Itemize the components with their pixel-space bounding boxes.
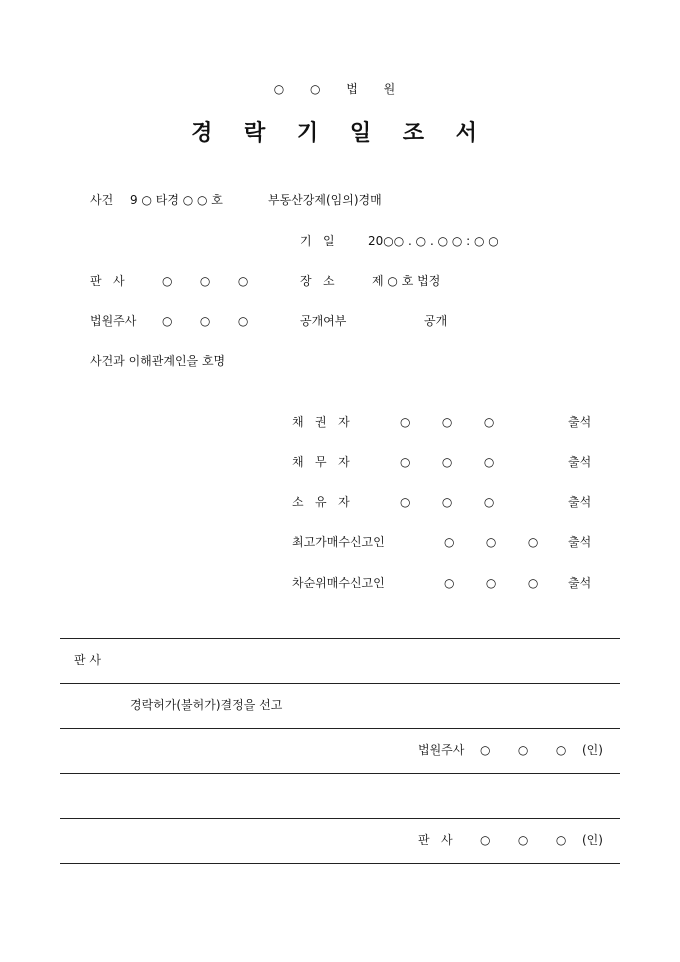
clerk-name: ○ ○ ○ — [162, 314, 253, 328]
call-parties-text: 사건과 이해관계인을 호명 — [90, 354, 226, 368]
clerk-sign-name: ○ ○ ○ — [480, 743, 571, 757]
public-label: 공개여부 — [300, 314, 347, 328]
case-number: 9 ○ 타경 ○ ○ 호 — [130, 193, 223, 207]
judge-name: ○ ○ ○ — [162, 274, 253, 288]
date-value: 20○○ . ○ . ○ ○ : ○ ○ — [368, 234, 499, 248]
case-label: 사건 — [90, 193, 114, 207]
clerk-sign-label: 법원주사 — [418, 743, 465, 757]
divider-line — [60, 863, 620, 864]
attendee-status: 출석 — [568, 495, 592, 509]
attendee-status: 출석 — [568, 576, 592, 590]
attendee-name: ○ ○ ○ — [400, 415, 500, 429]
date-label: 기 일 — [300, 234, 335, 248]
decision-text: 경락허가(불허가)결정을 선고 — [130, 698, 283, 712]
seal-mark: (인) — [582, 743, 603, 757]
attendee-role: 채 권 자 — [292, 415, 350, 429]
attendee-name: ○ ○ ○ — [444, 576, 544, 590]
document-title: 경 락 기 일 조 서 — [191, 120, 489, 146]
public-value: 공개 — [424, 314, 448, 328]
divider-line — [60, 773, 620, 774]
divider-line — [60, 728, 620, 729]
court-name: ○ ○ 법 원 — [273, 82, 407, 96]
place-label: 장 소 — [300, 274, 335, 288]
seal-mark: (인) — [582, 833, 603, 847]
attendee-status: 출석 — [568, 455, 592, 469]
attendee-name: ○ ○ ○ — [400, 455, 500, 469]
attendee-role: 차순위매수신고인 — [292, 576, 385, 590]
place-value: 제 ○ 호 법정 — [372, 274, 441, 288]
judge-sign-name: ○ ○ ○ — [480, 833, 571, 847]
clerk-label: 법원주사 — [90, 314, 137, 328]
attendee-role: 소 유 자 — [292, 495, 350, 509]
case-type: 부동산강제(임의)경매 — [268, 193, 382, 207]
divider-line — [60, 818, 620, 819]
attendee-name: ○ ○ ○ — [444, 535, 544, 549]
attendee-role: 최고가매수신고인 — [292, 535, 385, 549]
attendee-name: ○ ○ ○ — [400, 495, 500, 509]
divider-line — [60, 638, 620, 639]
judge-heading: 판 사 — [74, 653, 101, 667]
attendee-status: 출석 — [568, 535, 592, 549]
attendee-role: 채 무 자 — [292, 455, 350, 469]
attendee-status: 출석 — [568, 415, 592, 429]
judge-label: 판 사 — [90, 274, 125, 288]
judge-sign-label: 판 사 — [418, 833, 453, 847]
divider-line — [60, 683, 620, 684]
